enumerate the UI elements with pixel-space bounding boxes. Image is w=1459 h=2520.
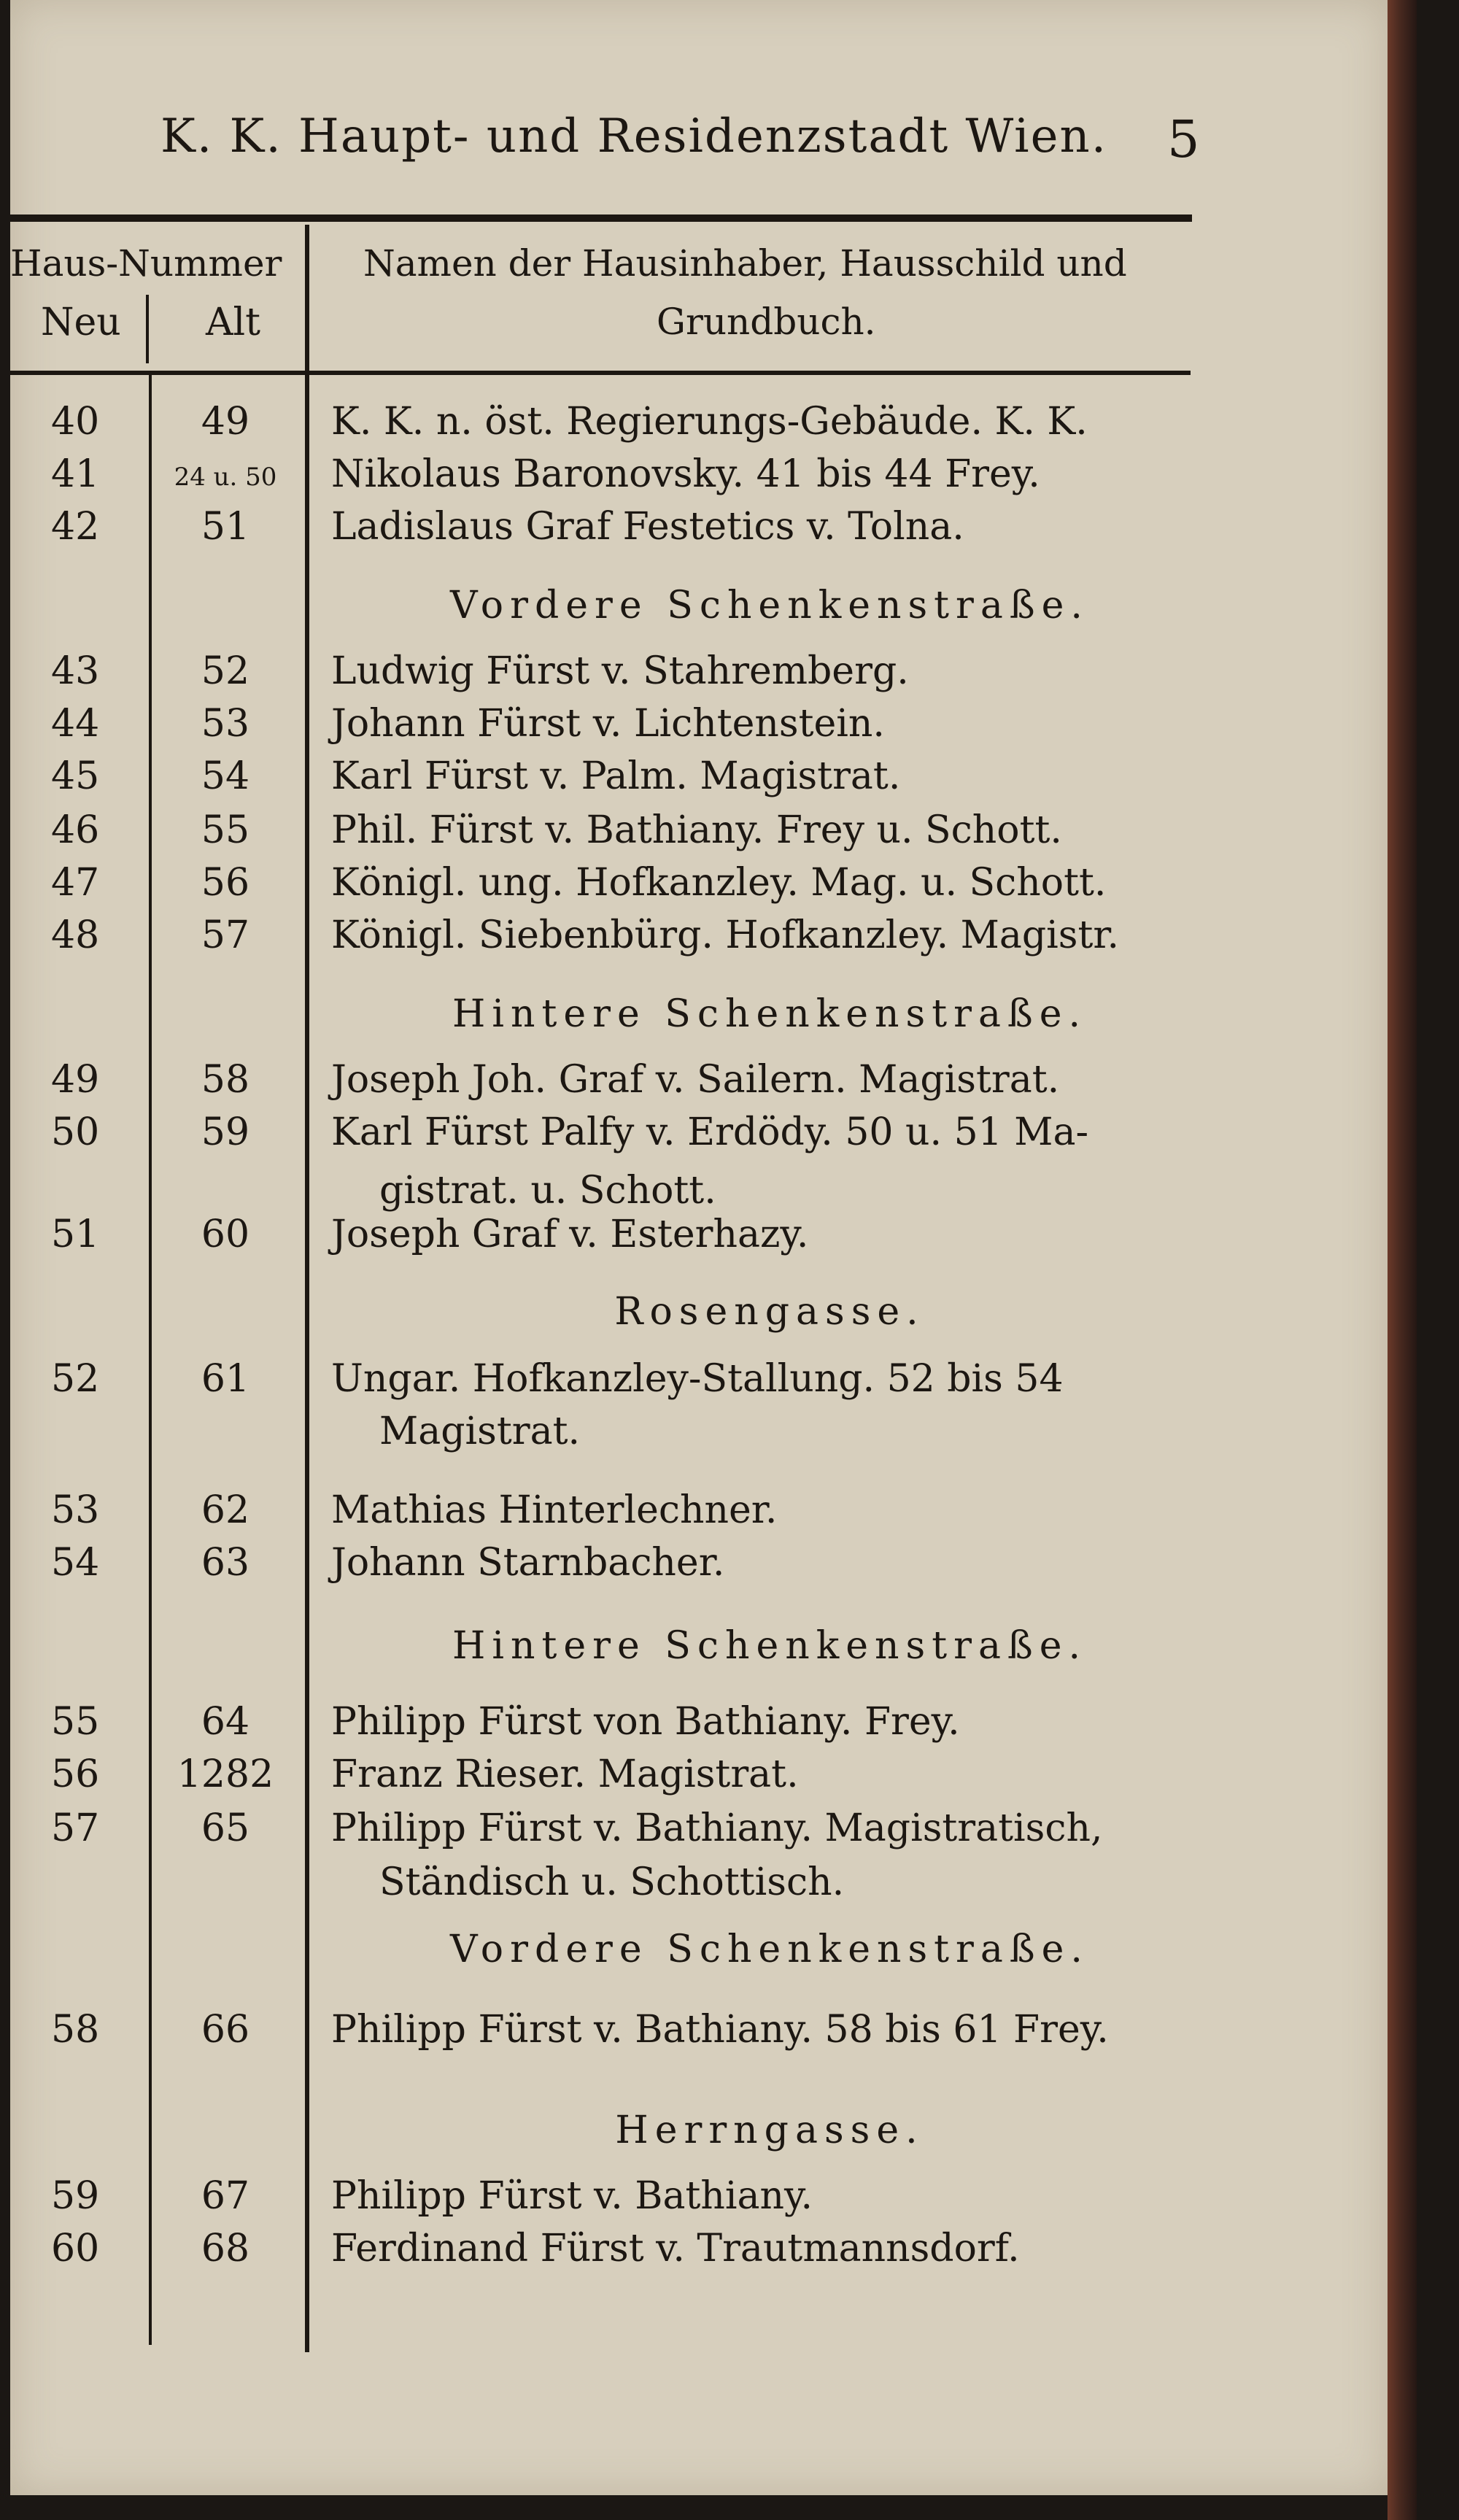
table-row [10, 1058, 1221, 1110]
street-heading: Vordere Schenkenstraße. [450, 584, 1089, 627]
house-number-old: 68 [201, 2227, 250, 2270]
header-names-line2: Grundbuch. [657, 301, 876, 343]
owner-text: Philipp Fürst v. Bathiany. [331, 2174, 813, 2218]
header-column-divider [146, 295, 149, 363]
running-head: K. K. Haupt- und Residenzstadt Wien. [160, 109, 1108, 163]
house-number-old: 59 [201, 1110, 250, 1154]
house-number-new: 52 [51, 1357, 100, 1401]
house-number-old: 53 [201, 702, 250, 746]
house-number-new: 57 [51, 1806, 100, 1850]
house-number-new: 43 [51, 649, 100, 693]
table-row [10, 1541, 1221, 1593]
street-heading: Hintere Schenkenstraße. [452, 992, 1088, 1036]
house-number-new: 58 [51, 2008, 100, 2052]
owner-text-continuation: Magistrat. [379, 1410, 581, 1453]
owner-text: Karl Fürst Palfy v. Erdödy. 50 u. 51 Ma- [331, 1110, 1089, 1154]
owner-text-continuation: Ständisch u. Schottisch. [379, 1860, 845, 1904]
table-row [10, 1213, 1221, 1265]
house-number-new: 47 [51, 861, 100, 905]
owner-text: Ladislaus Graf Festetics v. Tolna. [331, 505, 964, 549]
table-row [10, 1110, 1221, 1163]
house-number-new: 42 [51, 505, 100, 549]
owner-text: Philipp Fürst v. Bathiany. Magistratisch, [331, 1806, 1103, 1850]
house-number-old: 58 [201, 1058, 250, 1102]
house-number-old: 1282 [177, 1752, 274, 1796]
book-edge [1388, 0, 1417, 2520]
table-row [10, 400, 1221, 452]
street-heading: Vordere Schenkenstraße. [450, 1928, 1089, 1971]
owner-text: Königl. ung. Hofkanzley. Mag. u. Schott. [331, 861, 1107, 905]
table-row [10, 649, 1221, 702]
house-number-old: 52 [201, 649, 250, 693]
house-number-old: 24 u. 50 [174, 463, 277, 492]
house-number-old: 57 [201, 913, 250, 957]
owner-text: Johann Starnbacher. [331, 1541, 725, 1585]
owner-text: Johann Fürst v. Lichtenstein. [331, 702, 885, 746]
table-row [10, 2174, 1221, 2227]
page-number: 5 [1167, 109, 1200, 169]
owner-text: Karl Fürst v. Palm. Magistrat. [331, 754, 901, 798]
header-haus-nummer: Haus-Nummer [10, 242, 282, 285]
house-number-new: 49 [51, 1058, 100, 1102]
table-row [10, 2227, 1221, 2279]
owner-text-continuation: gistrat. u. Schott. [379, 1169, 716, 1213]
house-number-new: 44 [51, 702, 100, 746]
house-number-old: 61 [201, 1357, 250, 1401]
house-number-new: 53 [51, 1488, 100, 1532]
table-row [10, 808, 1221, 861]
owner-text: Joseph Joh. Graf v. Sailern. Magistrat. [331, 1058, 1060, 1102]
owner-text: Franz Rieser. Magistrat. [331, 1752, 799, 1796]
owner-text: Joseph Graf v. Esterhazy. [331, 1213, 809, 1256]
header-alt: Alt [206, 301, 261, 344]
house-number-new: 48 [51, 913, 100, 957]
owner-text: Ludwig Fürst v. Stahremberg. [331, 649, 909, 693]
house-number-old: 67 [201, 2174, 250, 2218]
table-row [10, 2008, 1221, 2060]
owner-text: Ungar. Hofkanzley-Stallung. 52 bis 54 [331, 1357, 1064, 1401]
house-number-new: 40 [51, 400, 100, 444]
table-row [10, 1357, 1221, 1410]
street-heading: Hintere Schenkenstraße. [452, 1624, 1088, 1668]
table-row [10, 1700, 1221, 1752]
owner-text: Mathias Hinterlechner. [331, 1488, 778, 1532]
house-number-new: 51 [51, 1213, 100, 1256]
owner-text: Philipp Fürst von Bathiany. Frey. [331, 1700, 960, 1744]
table-row [10, 1488, 1221, 1541]
header-neu: Neu [41, 301, 121, 344]
house-number-old: 55 [201, 808, 250, 852]
house-number-new: 56 [51, 1752, 100, 1796]
table-row [10, 702, 1221, 754]
house-number-old: 63 [201, 1541, 250, 1585]
house-number-new: 46 [51, 808, 100, 852]
house-number-old: 56 [201, 861, 250, 905]
table-row [10, 754, 1221, 807]
house-number-old: 66 [201, 2008, 250, 2052]
house-number-old: 60 [201, 1213, 250, 1256]
house-number-new: 60 [51, 2227, 100, 2270]
owner-text: K. K. n. öst. Regierungs-Gebäude. K. K. [331, 400, 1088, 444]
house-number-new: 55 [51, 1700, 100, 1744]
house-number-old: 64 [201, 1700, 250, 1744]
header-rule [10, 371, 1191, 375]
table-row [10, 861, 1221, 913]
table-row [10, 1752, 1221, 1805]
house-number-old: 54 [201, 754, 250, 798]
house-number-old: 51 [201, 505, 250, 549]
owner-text: Phil. Fürst v. Bathiany. Frey u. Schott. [331, 808, 1062, 852]
owner-text: Philipp Fürst v. Bathiany. 58 bis 61 Frey. [331, 2008, 1109, 2052]
house-number-old: 49 [201, 400, 250, 444]
street-heading: Rosengasse. [614, 1290, 925, 1334]
header-vertical-rule [305, 225, 309, 371]
house-number-new: 41 [51, 452, 100, 496]
header-names-line1: Namen der Hausinhaber, Hausschild und [363, 242, 1127, 285]
table-row [10, 452, 1221, 505]
owner-text: Königl. Siebenbürg. Hofkanzley. Magistr. [331, 913, 1120, 957]
house-number-new: 45 [51, 754, 100, 798]
house-number-new: 54 [51, 1541, 100, 1585]
house-number-old: 62 [201, 1488, 250, 1532]
owner-text: Ferdinand Fürst v. Trautmannsdorf. [331, 2227, 1020, 2270]
house-number-new: 59 [51, 2174, 100, 2218]
table-row [10, 1806, 1221, 1859]
house-number-new: 50 [51, 1110, 100, 1154]
table-row [10, 505, 1221, 557]
street-heading: Herrngasse. [615, 2109, 924, 2152]
owner-text: Nikolaus Baronovsky. 41 bis 44 Frey. [331, 452, 1040, 496]
top-rule [10, 214, 1192, 222]
house-number-old: 65 [201, 1806, 250, 1850]
table-row [10, 913, 1221, 966]
